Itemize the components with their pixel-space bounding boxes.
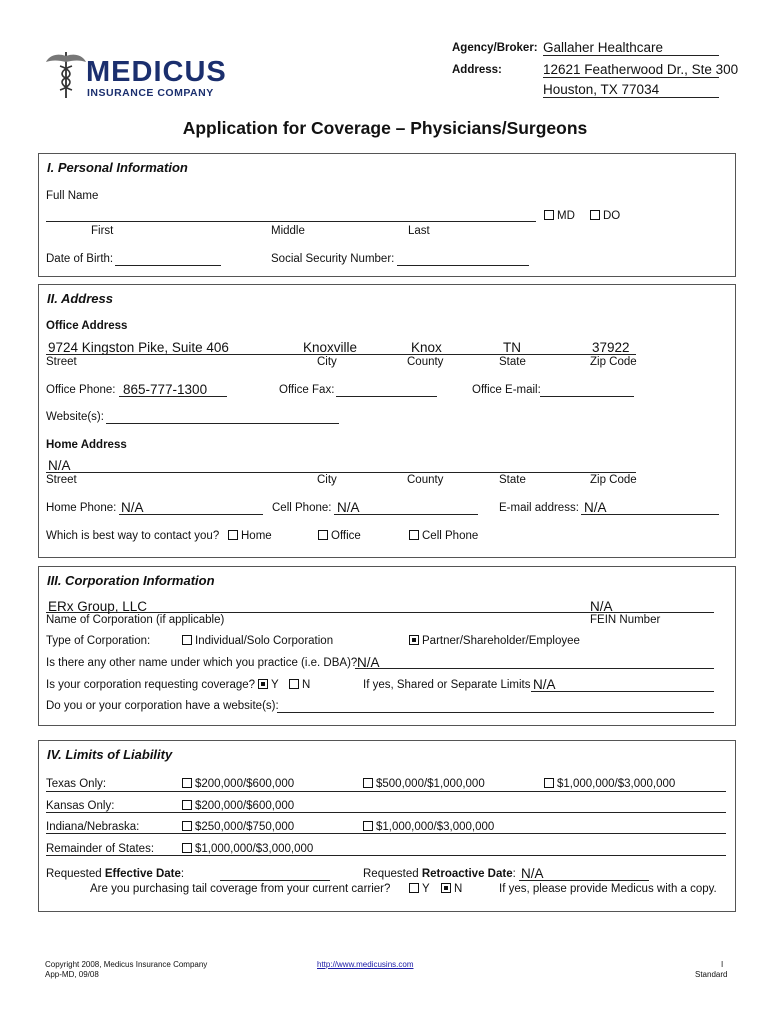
state-caption: State [499,356,526,368]
form-id-text: App-MD, 09/08 [45,970,99,979]
county-caption: County [407,356,444,368]
contact-home-checkbox[interactable] [228,530,238,540]
dba-question: Is there any other name under which you practice (i.e. DBA)? [46,657,358,669]
kansas-line [46,812,726,813]
md-checkbox[interactable] [544,210,554,220]
home-address-label: Home Address [46,439,127,451]
type-partner-label: Partner/Shareholder/Employee [422,635,580,647]
tail-yes-label: Y [422,883,430,895]
tail-question: Are you purchasing tail coverage from your current carrier? [90,883,391,895]
office-street-value[interactable]: 9724 Kingston Pike, Suite 406 [48,340,229,355]
website-label: Website(s): [46,411,104,423]
limits-section [38,740,736,912]
texas-label: Texas Only: [46,778,107,790]
coverage-no-label: N [302,679,311,691]
website-question: Do you or your corporation have a website(s): [46,700,279,712]
company-logo [44,50,227,100]
city-caption: City [317,474,337,486]
remainder-option-1-label: $1,000,000/$3,000,000 [195,843,314,855]
remainder-label: Remainder of States: [46,843,155,855]
kansas-label: Kansas Only: [46,800,115,812]
dob-line[interactable] [115,265,221,266]
office-address-label: Office Address [46,320,128,332]
effective-date-line[interactable] [220,880,330,881]
office-city-value[interactable]: Knoxville [303,340,358,355]
contact-question: Which is best way to contact you? [46,530,220,542]
retroactive-date-text: Retroactive Date [421,868,513,880]
address-label: Address: [452,64,502,76]
type-partner-option[interactable] [409,635,580,647]
address-line1-value[interactable]: 12621 Featherwood Dr., Ste 300 [543,62,739,77]
limits-line [531,691,714,692]
street-caption: Street [46,356,77,368]
website-line[interactable] [106,423,339,424]
corporation-name-line [46,612,714,613]
corporation-name-caption: Name of Corporation (if applicable) [46,614,225,626]
dba-value[interactable]: N/A [357,655,380,670]
type-individual-option[interactable] [182,635,333,647]
remainder-line [46,855,726,856]
street-caption: Street [46,474,77,486]
address-section [38,284,736,558]
address-line1-line [543,77,719,78]
fein-value[interactable]: N/A [590,599,613,614]
cell-phone-label: Cell Phone: [272,502,332,514]
office-email-label: Office E-mail: [472,384,541,396]
tail-no-checkbox[interactable] [441,883,451,893]
indiana-option-1-checkbox[interactable] [182,821,192,831]
first-name-caption: First [91,225,114,237]
indiana-label: Indiana/Nebraska: [46,821,140,833]
office-phone-value[interactable]: 865-777-1300 [123,382,208,397]
texas-option-1-checkbox[interactable] [182,778,192,788]
indiana-option-2-checkbox[interactable] [363,821,373,831]
office-county-value[interactable]: Knox [411,340,442,355]
last-name-caption: Last [408,225,430,237]
page-title: Application for Coverage – Physicians/Surgeons [182,118,588,138]
indiana-option-2-label: $1,000,000/$3,000,000 [376,821,495,833]
remainder-option-1[interactable] [182,843,313,855]
contact-office-checkbox[interactable] [318,530,328,540]
section-title: II. Address [47,291,113,306]
texas-option-3[interactable] [544,778,675,790]
effective-date-text: Effective Date [104,868,181,880]
ssn-label: Social Security Number: [271,253,395,265]
email-line [581,514,719,515]
md-option[interactable] [544,210,575,222]
indiana-line [46,833,726,834]
office-state-value[interactable]: TN [503,340,521,355]
limits-value[interactable]: N/A [533,677,556,692]
home-phone-value[interactable]: N/A [121,500,144,515]
agency-label: Agency/Broker: [452,42,538,54]
retroactive-date-line [519,880,649,881]
home-phone-line [119,514,263,515]
page-number: I [721,960,724,969]
coverage-no-option[interactable] [289,679,310,691]
do-option[interactable] [590,210,620,222]
texas-option-2-label: $500,000/$1,000,000 [376,778,485,790]
logo-wordmark: MEDICUS [86,56,227,88]
county-caption: County [407,474,444,486]
cell-phone-line [334,514,478,515]
office-email-line[interactable] [540,396,634,397]
coverage-yes-option[interactable] [258,679,279,691]
home-address-line [46,472,636,473]
dba-line [355,668,714,669]
full-name-line[interactable] [46,221,536,222]
office-zip-value[interactable]: 37922 [592,340,630,355]
home-street-value[interactable]: N/A [48,458,71,473]
contact-office-option[interactable] [318,530,361,542]
texas-option-3-label: $1,000,000/$3,000,000 [557,778,676,790]
zip-caption: Zip Code [590,474,637,486]
retroactive-date-value[interactable]: N/A [521,866,544,881]
texas-option-3-checkbox[interactable] [544,778,554,788]
state-caption: State [499,474,526,486]
colon-text: : [512,868,516,880]
tail-yes-option[interactable] [409,883,430,895]
contact-home-option[interactable] [228,530,272,542]
section-title: IV. Limits of Liability [47,747,173,762]
type-individual-label: Individual/Solo Corporation [195,635,334,647]
office-fax-label: Office Fax: [279,384,335,396]
office-phone-line [119,396,227,397]
texas-option-1-label: $200,000/$600,000 [195,778,295,790]
contact-cell-option[interactable] [409,530,478,542]
kansas-option-1-label: $200,000/$600,000 [195,800,295,812]
section-title: I. Personal Information [47,160,188,175]
indiana-option-1[interactable] [182,821,294,833]
contact-cell-label: Cell Phone [422,530,479,542]
zip-caption: Zip Code [590,356,637,368]
corporation-section [38,566,736,726]
logo-subtitle: INSURANCE COMPANY [87,87,214,99]
type-individual-checkbox[interactable] [182,635,192,645]
dob-label: Date of Birth: [46,253,114,265]
cell-phone-value[interactable]: N/A [337,500,360,515]
colon-text: : [180,868,185,880]
city-caption: City [317,356,337,368]
tail-note: If yes, please provide Medicus with a copy. [499,883,717,895]
coverage-question: Is your corporation requesting coverage? [46,679,256,691]
full-name-label: Full Name [46,190,99,202]
agency-value[interactable]: Gallaher Healthcare [543,40,664,55]
email-label: E-mail address: [499,502,579,514]
requested-text: Requested [46,868,105,880]
contact-office-label: Office [331,530,361,542]
fein-caption: FEIN Number [590,614,661,626]
requested-text: Requested [363,868,422,880]
indiana-option-1-label: $250,000/$750,000 [195,821,295,833]
standard-label: Standard [695,970,728,979]
retroactive-date-label [363,868,516,880]
corporation-website-line[interactable] [277,712,714,713]
caduceus-icon [44,50,88,100]
tail-yes-checkbox[interactable] [409,883,419,893]
office-phone-label: Office Phone: [46,384,116,396]
email-value[interactable]: N/A [584,500,607,515]
contact-cell-checkbox[interactable] [409,530,419,540]
ssn-line[interactable] [397,265,529,266]
website-link[interactable]: http://www.medicusins.com [317,960,414,969]
texas-option-2-checkbox[interactable] [363,778,373,788]
do-label: DO [603,210,621,222]
home-phone-label: Home Phone: [46,502,117,514]
copyright-text: Copyright 2008, Medicus Insurance Company [45,960,208,969]
tail-no-option[interactable] [441,883,462,895]
coverage-yes-checkbox[interactable] [258,679,268,689]
coverage-yes-label: Y [271,679,279,691]
texas-option-1[interactable] [182,778,294,790]
address-line2-value[interactable]: Houston, TX 77034 [543,82,660,97]
corporation-name-value[interactable]: ERx Group, LLC [48,599,148,614]
address-line2-line [543,97,719,98]
indiana-option-2[interactable] [363,821,494,833]
tail-no-label: N [454,883,463,895]
coverage-no-checkbox[interactable] [289,679,299,689]
contact-home-label: Home [241,530,272,542]
kansas-option-1-checkbox[interactable] [182,800,192,810]
remainder-option-1-checkbox[interactable] [182,843,192,853]
agency-line [543,55,719,56]
office-address-line [46,354,636,355]
effective-date-label [46,868,184,880]
texas-line [46,791,726,792]
section-title: III. Corporation Information [47,573,215,588]
do-checkbox[interactable] [590,210,600,220]
kansas-option-1[interactable] [182,800,294,812]
texas-option-2[interactable] [363,778,485,790]
office-fax-line[interactable] [336,396,437,397]
corporation-type-label: Type of Corporation: [46,635,151,647]
type-partner-checkbox[interactable] [409,635,419,645]
md-label: MD [557,210,575,222]
middle-name-caption: Middle [271,225,305,237]
personal-information-section [38,153,736,277]
limits-question: If yes, Shared or Separate Limits [363,679,531,691]
